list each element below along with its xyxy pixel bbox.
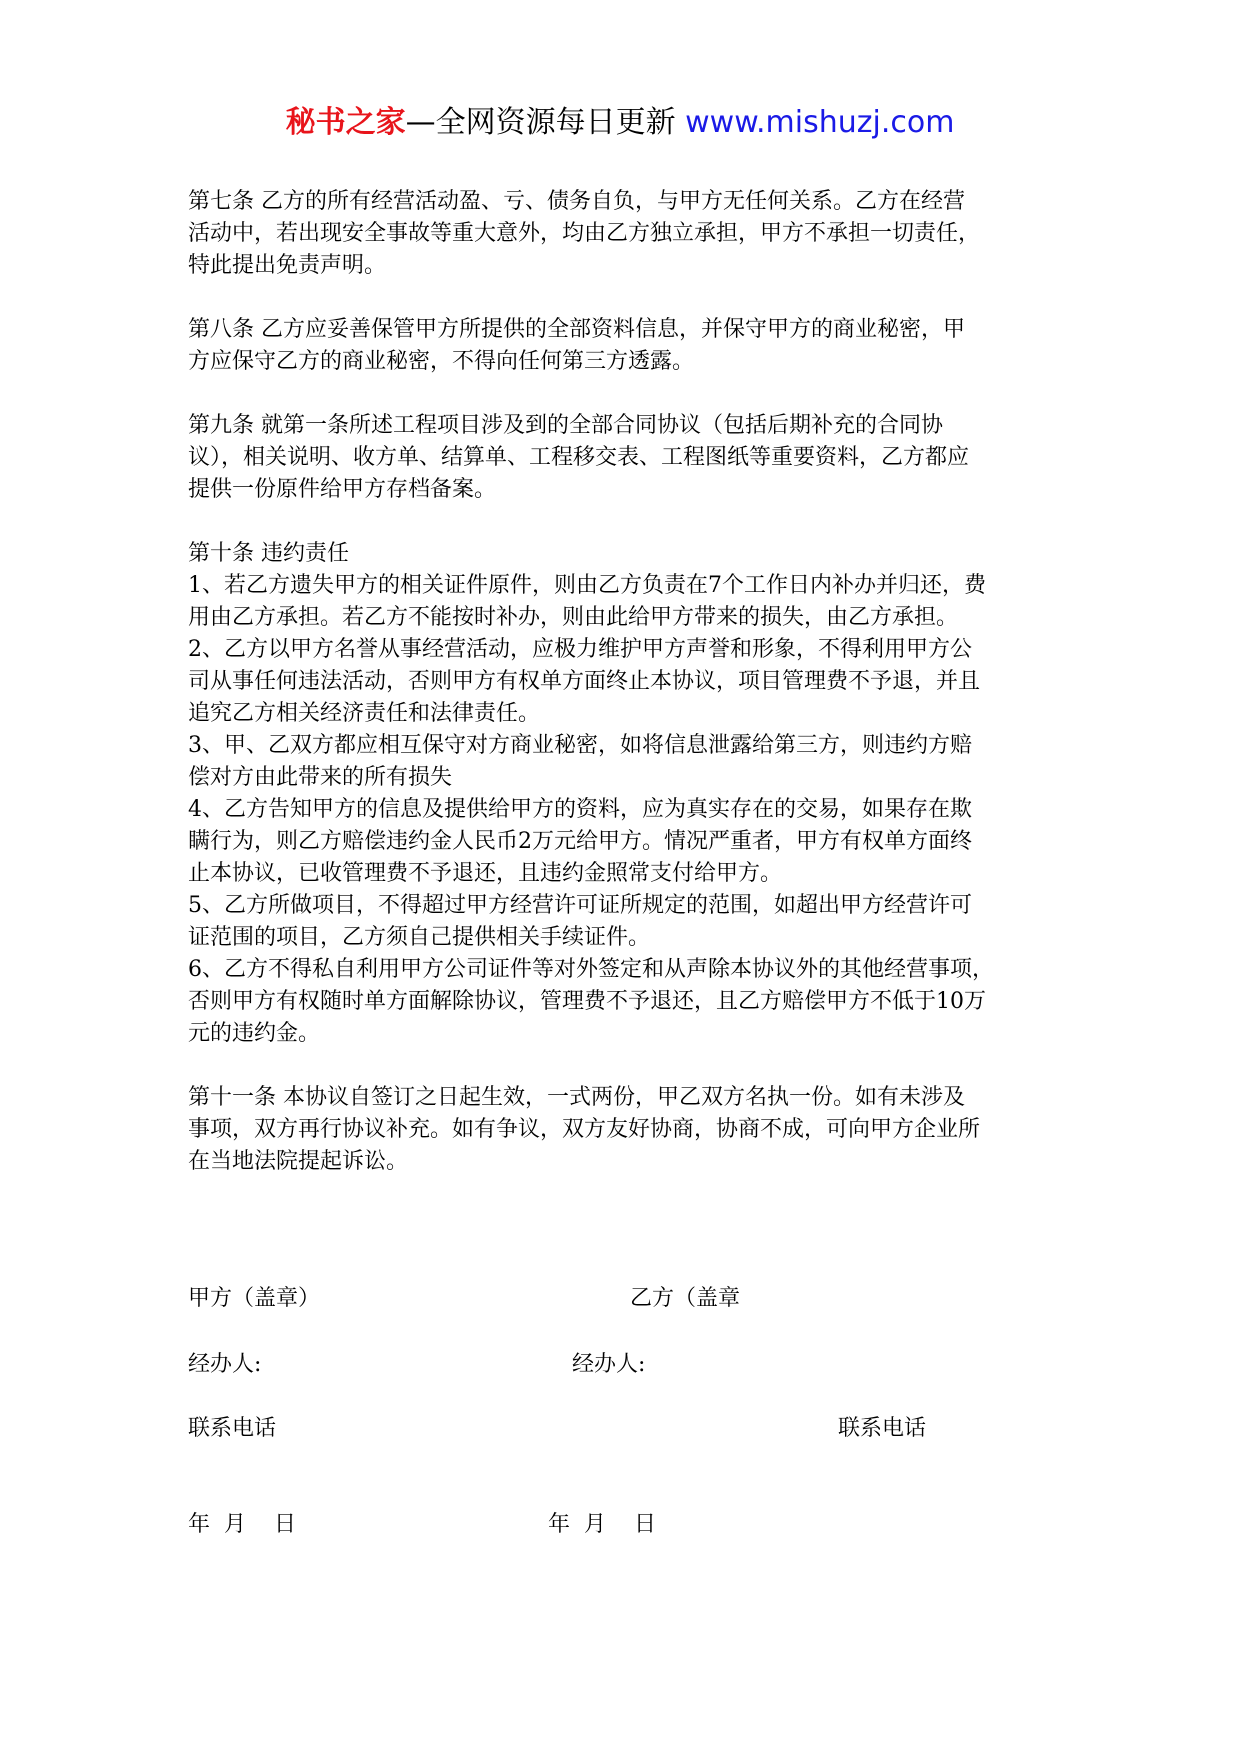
article-line: 在当地法院提起诉讼。 bbox=[188, 1149, 409, 1174]
clause-line: 偿对方由此带来的所有损失 bbox=[188, 765, 453, 790]
party-a-date: 年 月 日 bbox=[188, 1512, 296, 1537]
article-11 bbox=[188, 1082, 1088, 1178]
article-line: 特此提出免责声明。 bbox=[188, 253, 387, 278]
clause-line: 司从事任何违法活动，否则甲方有权单方面终止本协议，项目管理费不予退，并且 bbox=[188, 669, 981, 694]
party-a-handler-label: 经办人: bbox=[188, 1352, 262, 1377]
article-line: 第八条 乙方应妥善保管甲方所提供的全部资料信息，并保守甲方的商业秘密，甲 bbox=[188, 317, 965, 342]
clause-line: 瞒行为，则乙方赔偿违约金人民币2万元给甲方。情况严重者，甲方有权单方面终 bbox=[188, 829, 972, 854]
contract-body bbox=[188, 186, 1088, 1178]
site-header bbox=[0, 100, 1240, 146]
party-b-phone-label: 联系电话 bbox=[838, 1416, 927, 1441]
article-line: 事项，双方再行协议补充。如有争议，双方友好协商，协商不成，可向甲方企业所 bbox=[188, 1117, 981, 1142]
clause-line: 否则甲方有权随时单方面解除协议，管理费不予退还，且乙方赔偿甲方不低于10万 bbox=[188, 989, 986, 1014]
clause-line: 3、甲、乙双方都应相互保守对方商业秘密，如将信息泄露给第三方，则违约方赔 bbox=[188, 733, 972, 758]
clause-line: 2、乙方以甲方名誉从事经营活动，应极力维护甲方声誉和形象，不得利用甲方公 bbox=[188, 637, 972, 662]
clause-line: 证范围的项目，乙方须自己提供相关手续证件。 bbox=[188, 925, 651, 950]
clause-line: 用由乙方承担。若乙方不能按时补办，则由此给甲方带来的损失，由乙方承担。 bbox=[188, 605, 959, 630]
clause-line: 1、若乙方遗失甲方的相关证件原件，则由乙方负责在7个工作日内补办并归还，费 bbox=[188, 573, 986, 598]
article-10 bbox=[188, 538, 1088, 1050]
article-line: 议），相关说明、收方单、结算单、工程移交表、工程图纸等重要资料，乙方都应 bbox=[188, 445, 970, 470]
article-9 bbox=[188, 410, 1088, 506]
clause-line: 5、乙方所做项目，不得超过甲方经营许可证所规定的范围，如超出甲方经营许可 bbox=[188, 893, 972, 918]
article-heading: 第十条 违约责任 bbox=[188, 541, 349, 566]
article-line: 活动中，若出现安全事故等重大意外，均由乙方独立承担，甲方不承担一切责任， bbox=[188, 221, 981, 246]
article-line: 方应保守乙方的商业秘密，不得向任何第三方透露。 bbox=[188, 349, 695, 374]
article-7 bbox=[188, 186, 1088, 282]
clause-line: 止本协议，已收管理费不予退还，且违约金照常支付给甲方。 bbox=[188, 861, 783, 886]
clause-line: 4、乙方告知甲方的信息及提供给甲方的资料，应为真实存在的交易，如果存在欺 bbox=[188, 797, 972, 822]
party-b-handler-label: 经办人: bbox=[572, 1352, 646, 1377]
article-line: 提供一份原件给甲方存档备案。 bbox=[188, 477, 497, 502]
site-url-link[interactable]: www.mishuzj.com bbox=[685, 105, 955, 140]
clause-line: 追究乙方相关经济责任和法律责任。 bbox=[188, 701, 541, 726]
clause-line: 元的违约金。 bbox=[188, 1021, 321, 1046]
party-a-seal-label: 甲方（盖章） bbox=[188, 1286, 321, 1311]
article-line: 第七条 乙方的所有经营活动盈、亏、债务自负，与甲方无任何关系。乙方在经营 bbox=[188, 189, 965, 214]
article-line: 第十一条 本协议自签订之日起生效，一式两份，甲乙双方名执一份。如有未涉及 bbox=[188, 1085, 965, 1110]
article-line: 第九条 就第一条所述工程项目涉及到的全部合同协议（包括后期补充的合同协 bbox=[188, 413, 943, 438]
article-8 bbox=[188, 314, 1088, 378]
clause-line: 6、乙方不得私自利用甲方公司证件等对外签定和从声除本协议外的其他经营事项， bbox=[188, 957, 994, 982]
site-brand: 秘书之家 bbox=[285, 105, 406, 140]
party-a-phone-label: 联系电话 bbox=[188, 1416, 277, 1441]
party-b-date: 年 月 日 bbox=[548, 1512, 656, 1537]
party-b-seal-label: 乙方（盖章 bbox=[630, 1286, 741, 1311]
site-tagline: —全网资源每日更新 bbox=[405, 105, 676, 140]
